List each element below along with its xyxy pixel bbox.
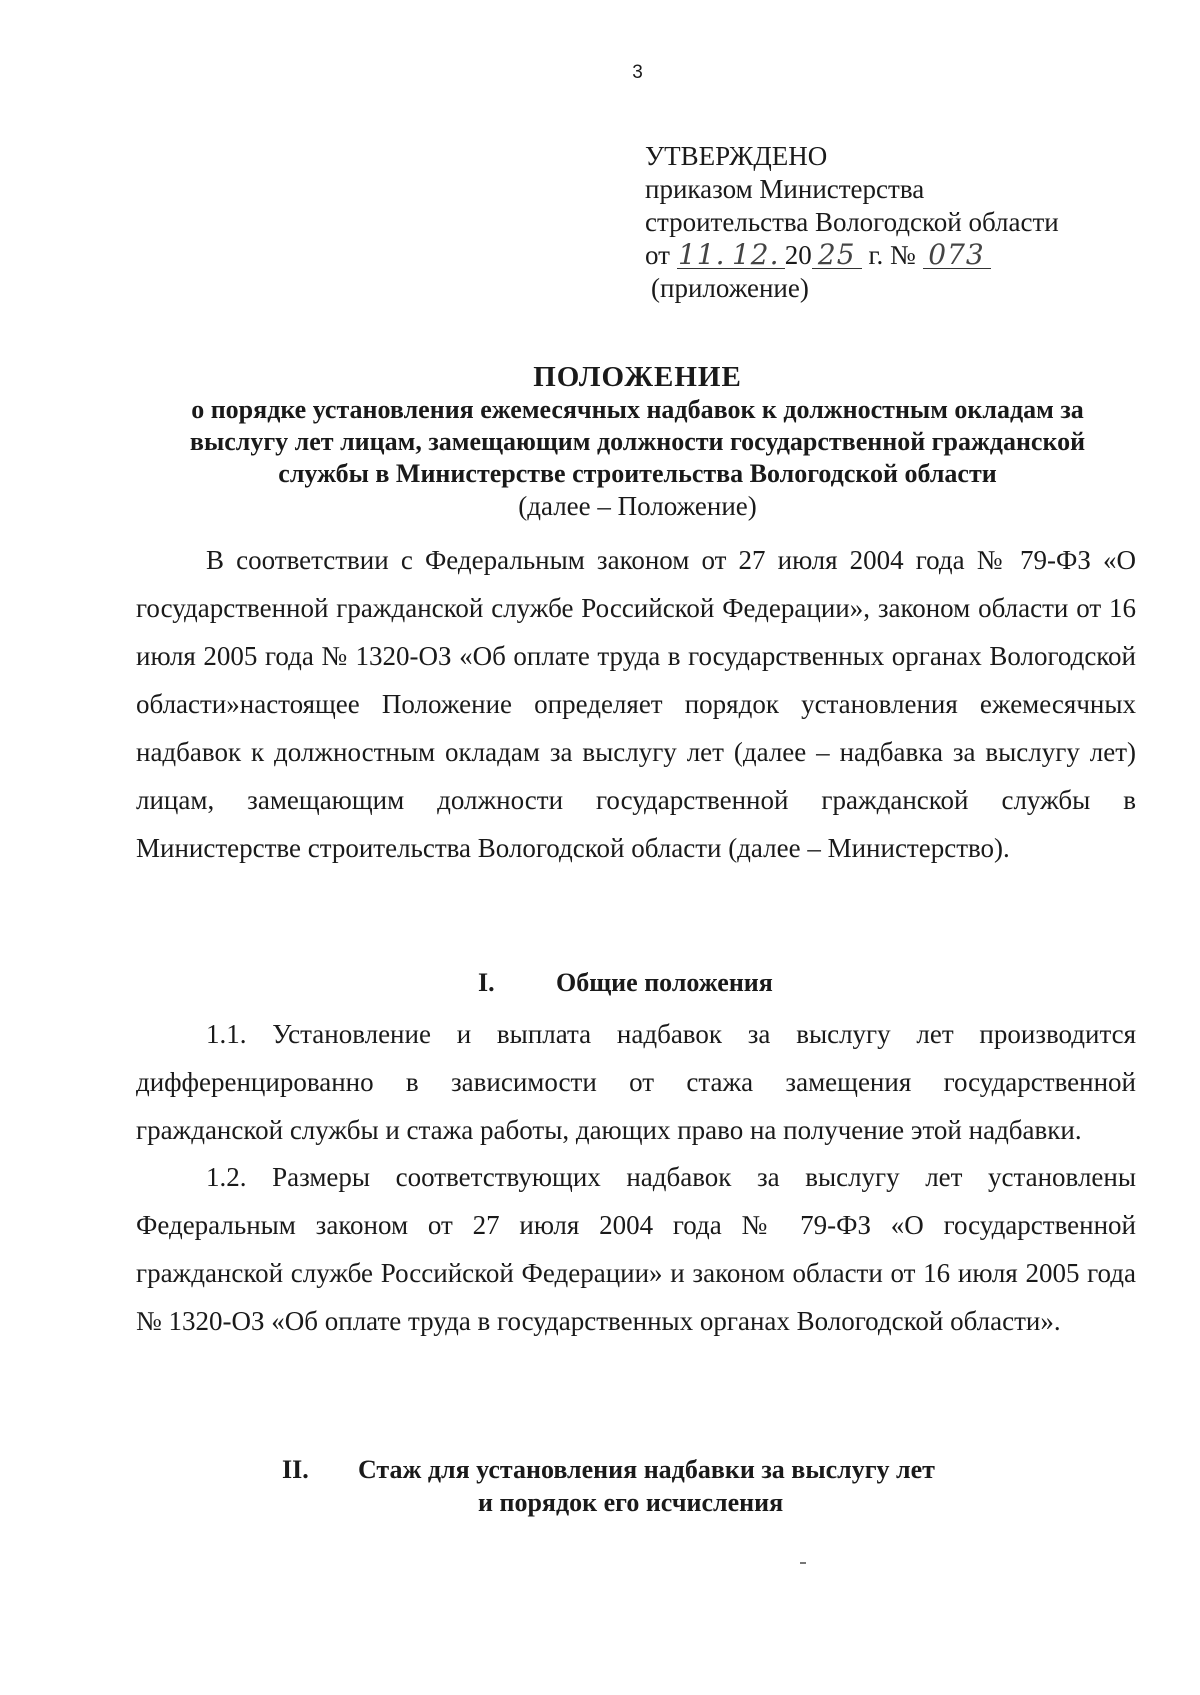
- handwritten-month: 12.: [727, 242, 785, 269]
- document-subtitle-line-1: о порядке установления ежемесячных надбавок к должностным окладам за: [191, 395, 1084, 424]
- section-2-title-line-1: Стаж для установления надбавки за выслугу лет: [358, 1455, 935, 1484]
- section-1-title: Общие положения: [556, 968, 773, 997]
- approval-date-line: [645, 239, 1059, 272]
- handwritten-order-number: 073: [923, 242, 991, 269]
- approval-appendix: (приложение): [651, 273, 809, 303]
- paragraph-1-2: 1.2. Размеры соответствующих надбавок за выслугу лет установлены Федеральным законом от 27 июля 2004 года № 79-ФЗ «О государственной гражданской службе Российской Федерации» и законом области от 16 июля 2005 года № 1320-ОЗ «Об оплате труда в государственных органах Вологодской области».: [136, 1162, 1136, 1336]
- year-prefix: 20: [784, 240, 812, 270]
- approval-heading: УТВЕРЖДЕНО: [645, 141, 828, 171]
- scan-mark: [800, 1562, 806, 1564]
- approval-order-line: приказом Министерства: [645, 174, 925, 204]
- document-subtitle-line-3: службы в Министерстве строительства Вологодской области: [278, 459, 997, 488]
- number-prefix: г. №: [868, 240, 916, 270]
- document-title: ПОЛОЖЕНИЕ: [533, 361, 742, 393]
- approval-ministry-line: строительства Вологодской области: [645, 207, 1059, 237]
- document-title-block: [0, 360, 1200, 523]
- handwritten-year: 25: [812, 242, 862, 269]
- page-number: 3: [632, 62, 643, 83]
- paragraph-1-1: 1.1. Установление и выплата надбавок за выслугу лет производится дифференцированно в зависимости от стажа замещения государственной гражданской службы и стажа работы, дающих право на получение этой надбавки.: [136, 1019, 1136, 1145]
- section-2-heading: [282, 1455, 935, 1485]
- approval-stamp: [645, 140, 1059, 305]
- section-2-title-line-2: и порядок его исчисления: [478, 1488, 784, 1517]
- section-1-number: I.: [478, 968, 495, 997]
- handwritten-day: 11.: [677, 238, 726, 271]
- section-1-heading: [478, 968, 773, 998]
- section-2-number: II.: [282, 1455, 309, 1484]
- date-prefix: от: [645, 240, 670, 270]
- document-short-name-note: (далее – Положение): [518, 491, 757, 521]
- intro-paragraph: В соответствии с Федеральным законом от 27 июля 2004 года № 79-ФЗ «О государственной гражданской службе Российской Федерации», законом области от 16 июля 2005 года № 1320-ОЗ «Об оплате труда в государственных органах Вологодской области»настоящее Положение определяет порядок установления ежемесячных надбавок к должностным окладам за выслугу лет (далее – надбавка за выслугу лет) лицам, замещающим должности государственной гражданской службы в Министерстве строительства Вологодской области (далее – Министерство).: [136, 545, 1136, 863]
- document-subtitle-line-2: выслугу лет лицам, замещающим должности государственной гражданской: [189, 427, 1086, 456]
